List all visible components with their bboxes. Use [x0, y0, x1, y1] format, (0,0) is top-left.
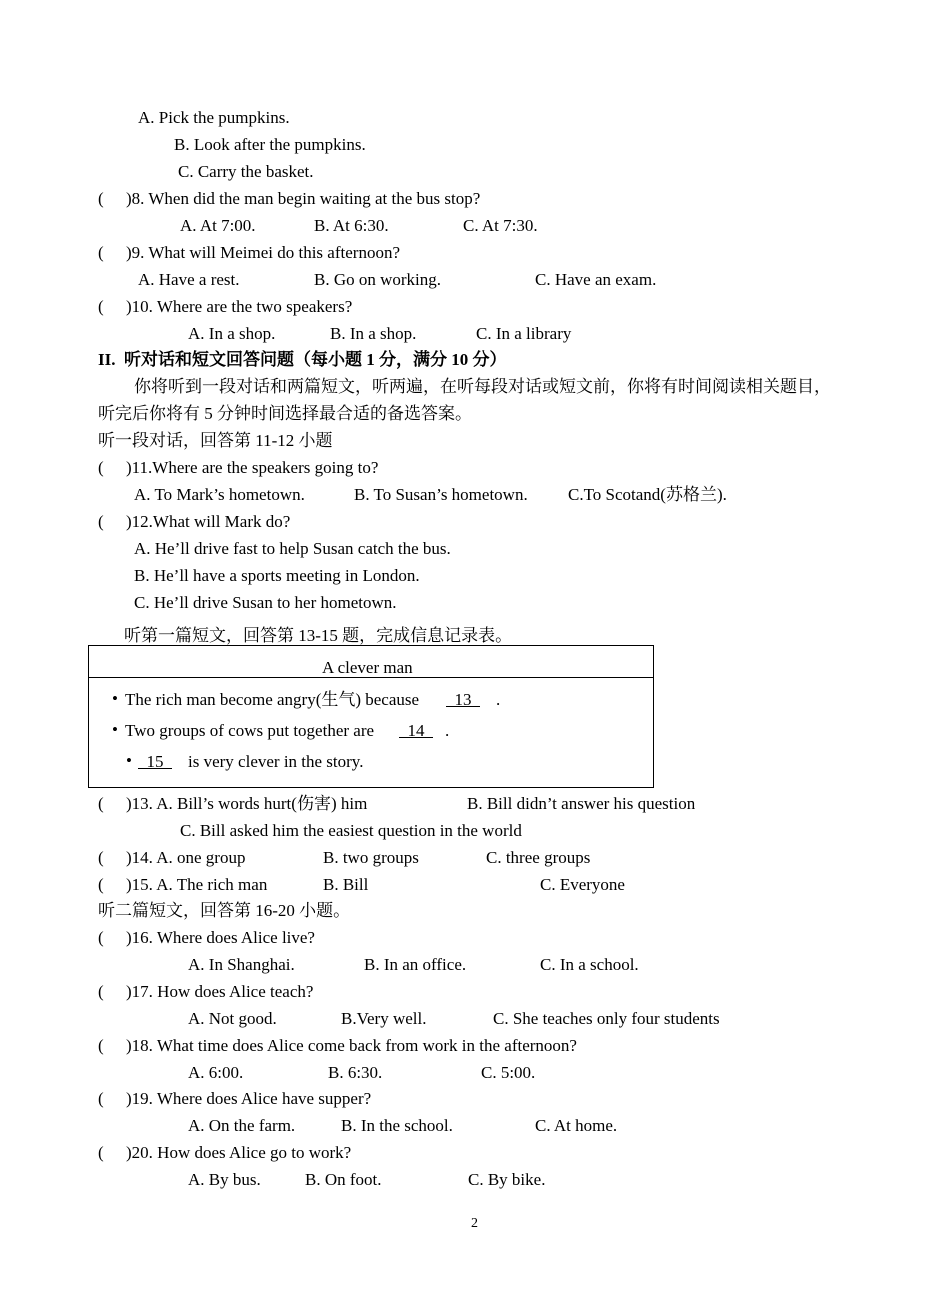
q16-option-b: B. In an office.	[364, 955, 467, 974]
table-row-3-bullet: •	[126, 751, 132, 770]
q17-option-b: B.Very well.	[341, 1009, 427, 1028]
q9-option-b: B. Go on working.	[314, 270, 442, 289]
blank-14[interactable]: 14	[399, 721, 433, 740]
q20-answer-paren: (	[98, 1143, 104, 1162]
blank-13[interactable]: 13	[446, 690, 480, 709]
q8-option-a: A. At 7:00.	[180, 216, 256, 235]
q17-answer-paren: (	[98, 982, 104, 1001]
section-2-instructions-line-2: 听完后你将有 5 分钟时间选择最合适的备选答案。	[98, 404, 472, 423]
q7-option-c: C. Carry the basket.	[178, 162, 314, 181]
q15-option-b: B. Bill	[323, 875, 369, 894]
q20-option-b: B. On foot.	[305, 1170, 382, 1189]
q11-stem: )11.Where are the speakers going to?	[126, 458, 379, 477]
q18-option-b: B. 6:30.	[328, 1063, 383, 1082]
q7-option-a: A. Pick the pumpkins.	[138, 108, 290, 127]
q10-stem: )10. Where are the two speakers?	[126, 297, 353, 316]
q14-answer-paren: (	[98, 848, 104, 867]
table-row-1-end: .	[496, 690, 501, 709]
passage-1-intro: 听第一篇短文，回答第 13-15 题，完成信息记录表。	[124, 626, 513, 645]
q18-option-c: C. 5:00.	[481, 1063, 536, 1082]
q19-option-c: C. At home.	[535, 1116, 618, 1135]
q20-option-c: C. By bike.	[468, 1170, 546, 1189]
q15-stem-option-a: )15. A. The rich man	[126, 875, 268, 894]
q12-stem: )12.What will Mark do?	[126, 512, 291, 531]
q9-answer-paren: (	[98, 243, 104, 262]
q12-option-a: A. He’ll drive fast to help Susan catch the bus.	[134, 539, 451, 558]
q12-answer-paren: (	[98, 512, 104, 531]
q20-option-a: A. By bus.	[188, 1170, 261, 1189]
q15-answer-paren: (	[98, 875, 104, 894]
q10-answer-paren: (	[98, 297, 104, 316]
table-row-2-text: Two groups of cows put together are	[125, 721, 375, 740]
table-row-2-bullet: •	[112, 720, 118, 739]
section-2-instructions-line-1: 你将听到一段对话和两篇短文，听两遍，在听每段对话或短文前，你将有时间阅读相关题目，	[134, 377, 831, 396]
q17-option-c: C. She teaches only four students	[493, 1009, 720, 1028]
q11-answer-paren: (	[98, 458, 104, 477]
q11-option-b: B. To Susan’s hometown.	[354, 485, 528, 504]
q13-stem-option-a: )13. A. Bill’s words hurt(伤害) him	[126, 794, 368, 813]
q12-option-c: C. He’ll drive Susan to her hometown.	[134, 593, 397, 612]
passage-2-intro: 听二篇短文，回答第 16-20 小题。	[98, 901, 351, 920]
q13-option-b: B. Bill didn’t answer his question	[467, 794, 696, 813]
blank-15[interactable]: 15	[138, 752, 172, 771]
q8-option-b: B. At 6:30.	[314, 216, 389, 235]
table-row-3-text: is very clever in the story.	[188, 752, 364, 771]
q9-stem: )9. What will Meimei do this afternoon?	[126, 243, 400, 262]
q12-option-b: B. He’ll have a sports meeting in London.	[134, 566, 420, 585]
q15-option-c: C. Everyone	[540, 875, 625, 894]
q8-answer-paren: (	[98, 189, 104, 208]
q16-option-a: A. In Shanghai.	[188, 955, 295, 974]
q18-stem: )18. What time does Alice come back from work in the afternoon?	[126, 1036, 577, 1055]
q20-stem: )20. How does Alice go to work?	[126, 1143, 352, 1162]
dialog-intro: 听一段对话，回答第 11-12 小题	[98, 431, 333, 450]
q18-option-a: A. 6:00.	[188, 1063, 244, 1082]
q18-answer-paren: (	[98, 1036, 104, 1055]
q14-option-b: B. two groups	[323, 848, 419, 867]
q19-stem: )19. Where does Alice have supper?	[126, 1089, 372, 1108]
q13-answer-paren: (	[98, 794, 104, 813]
q16-stem: )16. Where does Alice live?	[126, 928, 315, 947]
q9-option-a: A. Have a rest.	[138, 270, 240, 289]
table-row-1-bullet: •	[112, 689, 118, 708]
table-row-1-text: The rich man become angry(生气) because	[125, 690, 420, 709]
q17-option-a: A. Not good.	[188, 1009, 277, 1028]
q7-option-b: B. Look after the pumpkins.	[174, 135, 366, 154]
q10-option-b: B. In a shop.	[330, 324, 417, 343]
q10-option-c: C. In a library	[476, 324, 572, 343]
q10-option-a: A. In a shop.	[188, 324, 276, 343]
q14-stem-option-a: )14. A. one group	[126, 848, 246, 867]
q13-option-c: C. Bill asked him the easiest question in the world	[180, 821, 522, 840]
q16-answer-paren: (	[98, 928, 104, 947]
q11-option-a: A. To Mark’s hometown.	[134, 485, 305, 504]
table-row-2-end: .	[445, 721, 450, 740]
page-number: 2	[471, 1216, 478, 1231]
section-2-heading: II. 听对话和短文回答问题（每小题 1 分，满分 10 分）	[98, 350, 507, 369]
q14-option-c: C. three groups	[486, 848, 591, 867]
q19-option-b: B. In the school.	[341, 1116, 453, 1135]
q8-stem: )8. When did the man begin waiting at the bus stop?	[126, 189, 481, 208]
q19-option-a: A. On the farm.	[188, 1116, 296, 1135]
q8-option-c: C. At 7:30.	[463, 216, 538, 235]
q17-stem: )17. How does Alice teach?	[126, 982, 314, 1001]
q19-answer-paren: (	[98, 1089, 104, 1108]
q16-option-c: C. In a school.	[540, 955, 639, 974]
table-title: A clever man	[322, 658, 413, 677]
q11-option-c: C.To Scotand(苏格兰).	[568, 485, 727, 504]
q9-option-c: C. Have an exam.	[535, 270, 657, 289]
